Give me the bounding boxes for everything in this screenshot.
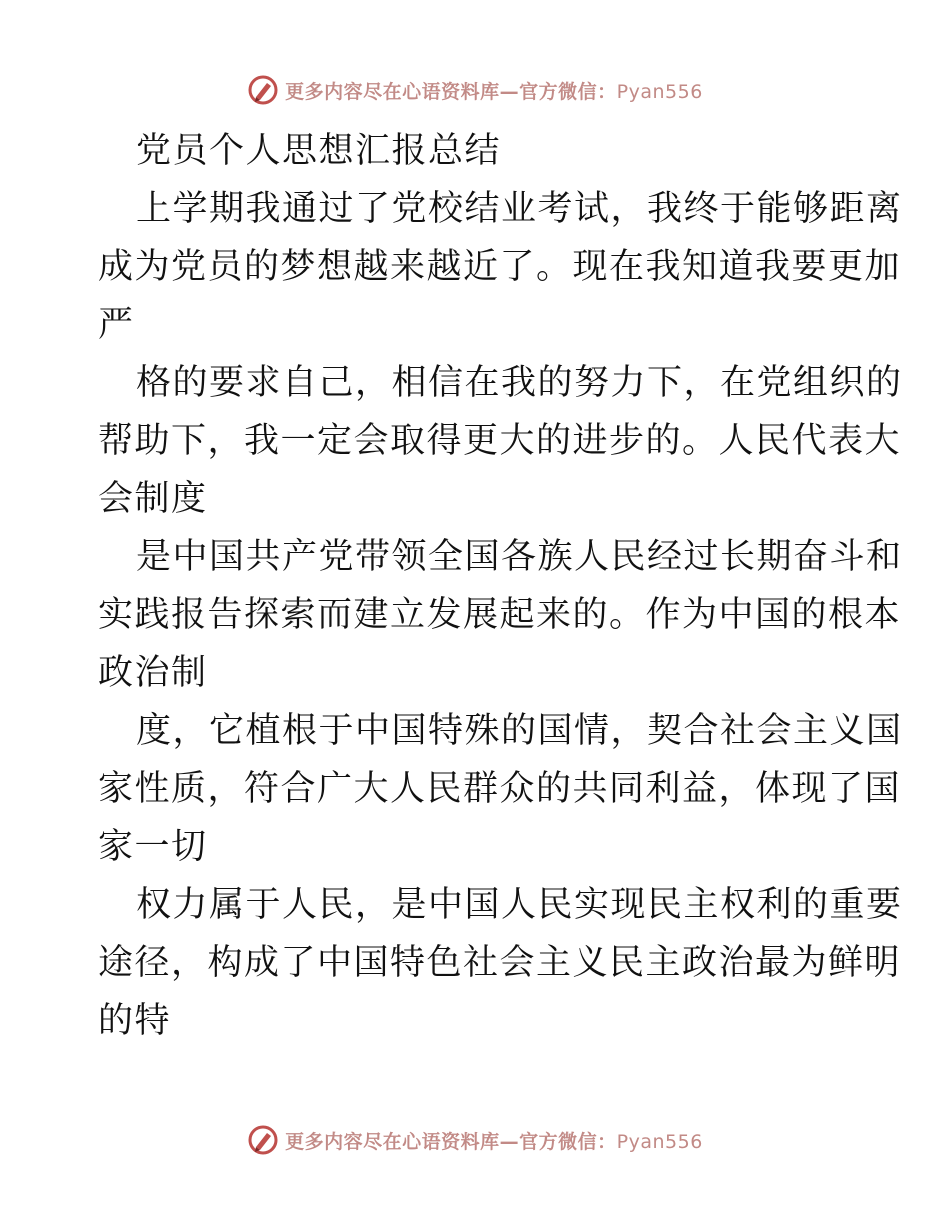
pen-logo-icon [247,1124,279,1156]
paragraph-line: 成为党员的梦想越来越近了。现在我知道我要更加 [98,247,902,287]
paragraph-line: 会制度 [98,479,208,519]
paragraph-line: 途径，构成了中国特色社会主义民主政治最为鲜明 [98,943,902,983]
footer-watermark [0,1122,950,1158]
pen-logo-icon [247,74,279,106]
header-watermark [0,72,950,108]
paragraph-line: 度，它植根于中国特殊的国情，契合社会主义国 [136,711,903,751]
paragraph-line: 的特 [98,1001,172,1041]
paragraph-line: 格的要求自己，相信在我的努力下，在党组织的 [136,363,903,403]
paragraph-line: 权力属于人民，是中国人民实现民主权利的重要 [136,885,903,925]
paragraph-line: 政治制 [98,653,208,693]
paragraph-line: 家性质，符合广大人民群众的共同利益，体现了国 [98,769,902,809]
paragraph-line: 是中国共产党带领全国各族人民经过长期奋斗和 [136,537,903,577]
paragraph-line: 实践报告探索而建立发展起来的。作为中国的根本 [98,595,902,635]
document-body [98,122,903,1050]
watermark-text: 更多内容尽在心语资料库—官方微信：Pyan556 [285,1130,703,1153]
document-title: 党员个人思想汇报总结 [136,131,502,171]
paragraph-line: 上学期我通过了党校结业考试，我终于能够距离 [136,189,903,229]
paragraph-line: 帮助下，我一定会取得更大的进步的。人民代表大 [98,421,902,461]
paragraph-line: 家一切 [98,827,208,867]
watermark-text: 更多内容尽在心语资料库—官方微信：Pyan556 [285,80,703,103]
paragraph-line: 严 [98,305,135,345]
